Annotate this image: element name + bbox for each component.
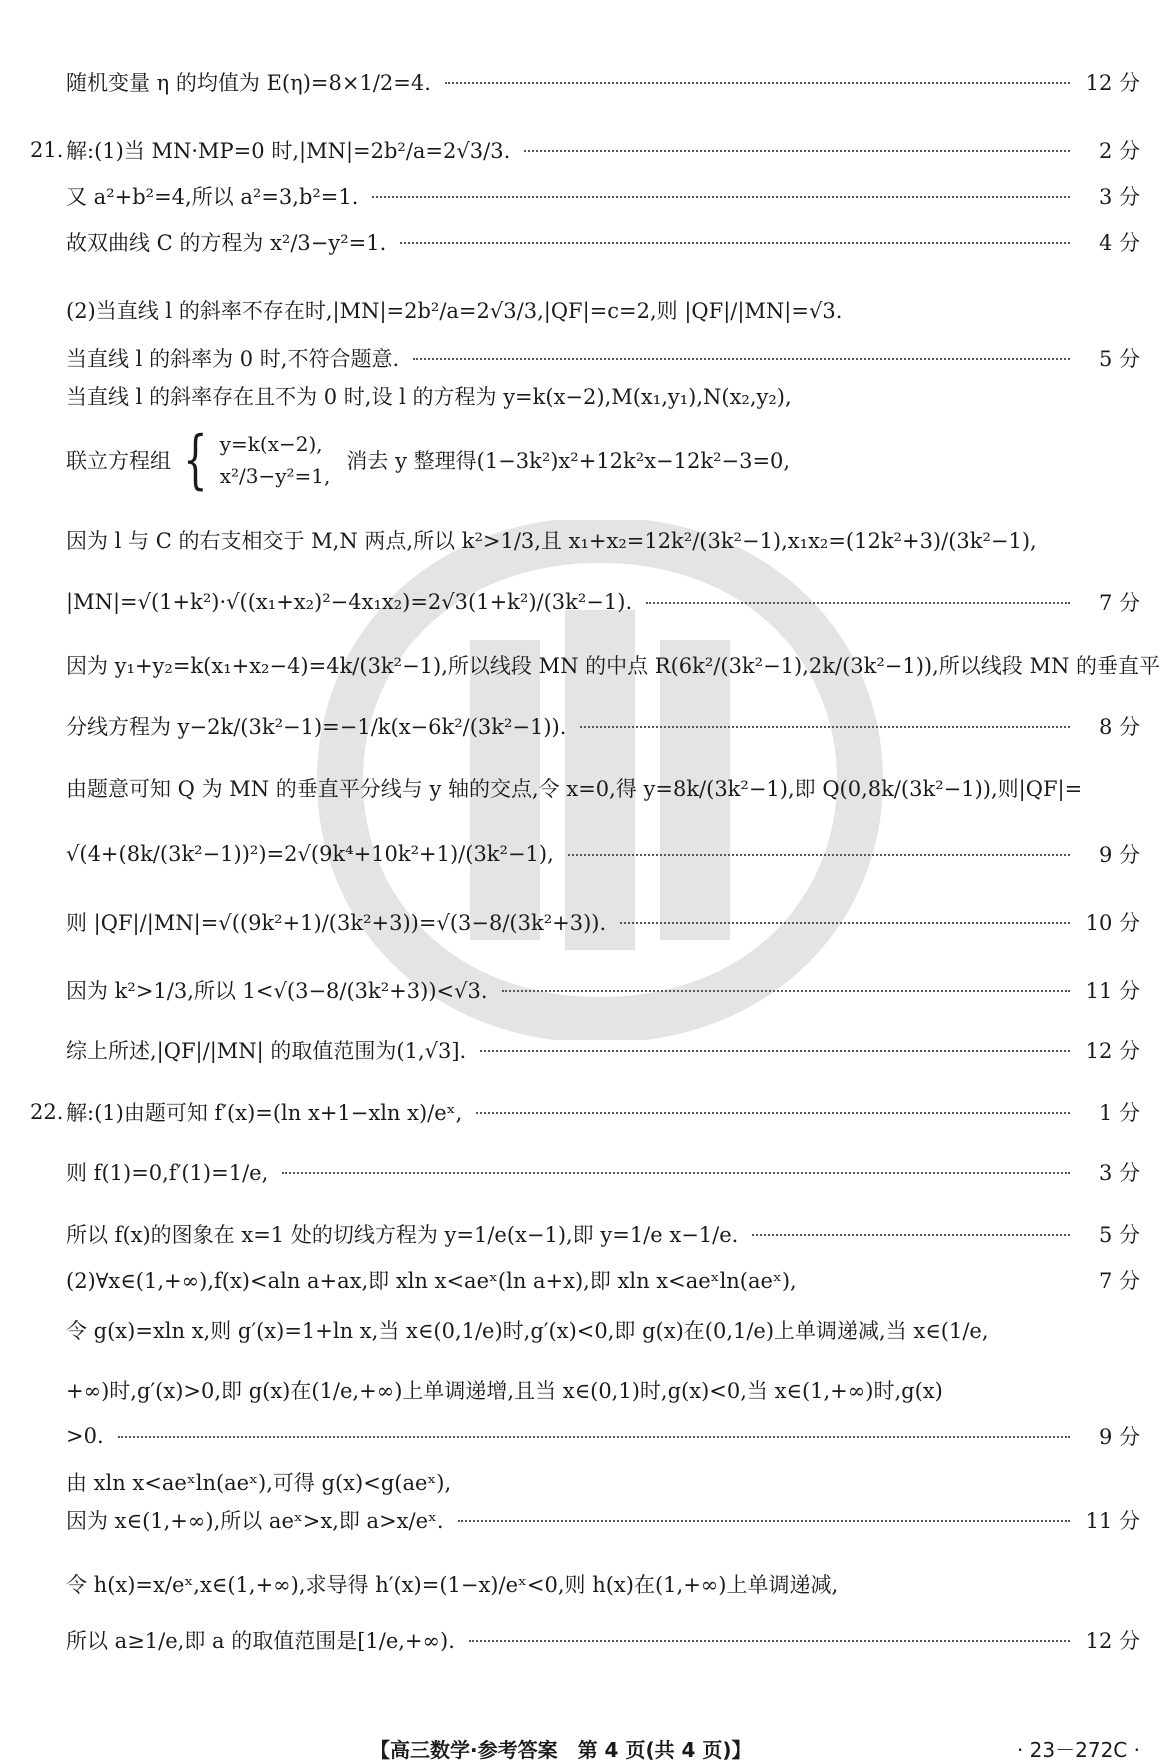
line-text: (2)当直线 l 的斜率不存在时,|MN|=2b²/a=2√3/3,|QF|=c=2,则 |QF|/|MN|=√3.	[66, 299, 843, 323]
score-label: 10 分	[1085, 911, 1140, 935]
line-text: >0.	[66, 1424, 104, 1448]
dot-leader	[620, 922, 1070, 924]
line-text: 又 a²+b²=4,所以 a²=3,b²=1.	[66, 185, 359, 209]
line-text: 令 g(x)=xln x,则 g′(x)=1+ln x,当 x∈(0,1/e)时,g′(x)<0,即 g(x)在(0,1/e)上单调递减,当 x∈(1/e,	[66, 1319, 989, 1343]
dot-leader	[445, 82, 1070, 84]
system-result: 消去 y 整理得(1−3k²)x²+12k²x−12k²−3=0,	[346, 449, 791, 473]
dot-leader	[372, 196, 1070, 198]
line-19	[0, 1152, 1170, 1192]
line-23	[0, 1370, 1170, 1410]
dot-leader	[580, 726, 1070, 728]
line-18	[0, 1092, 1170, 1132]
line-9	[0, 520, 1170, 560]
line-text: (2)∀x∈(1,+∞),f(x)<aln a+ax,即 xln x<aeˣ(ln a+x),即 xln x<aeˣln(aeˣ),	[66, 1269, 797, 1293]
line-24	[0, 1416, 1170, 1456]
score-label: 12 分	[1085, 71, 1140, 95]
line-11	[0, 645, 1170, 685]
line-5	[0, 290, 1170, 330]
line-12	[0, 706, 1170, 746]
line-16	[0, 970, 1170, 1010]
line-6	[0, 338, 1170, 378]
score-label: 7 分	[1098, 1269, 1140, 1293]
equation-system	[171, 423, 331, 497]
footer-title: 【高三数学·参考答案 第 4 页(共 4 页)】	[370, 1737, 752, 1762]
score-label: 9 分	[1098, 843, 1140, 867]
score-label: 4 分	[1098, 231, 1140, 255]
line-text: 因为 y₁+y₂=k(x₁+x₂−4)=4k/(3k²−1),所以线段 MN 的中点 R(6k²/(3k²−1),2k/(3k²−1)),所以线段 MN 的垂直平	[66, 654, 1161, 678]
line-10	[0, 582, 1170, 622]
dot-leader	[413, 358, 1070, 360]
line-text: 由 xln x<aeˣln(aeˣ),可得 g(x)<g(aeˣ),	[66, 1471, 452, 1495]
line-1	[0, 62, 1170, 102]
dot-leader	[502, 990, 1070, 992]
score-label: 3 分	[1098, 1161, 1140, 1185]
line-3	[0, 176, 1170, 216]
line-21	[0, 1260, 1170, 1300]
equation-1: y=k(x−2),	[219, 432, 323, 456]
line-text: +∞)时,g′(x)>0,即 g(x)在(1/e,+∞)上单调递增,且当 x∈(0,1)时,g(x)<0,当 x∈(1,+∞)时,g(x)	[66, 1379, 943, 1403]
score-label: 11 分	[1085, 979, 1140, 1003]
line-text: 则 |QF|/|MN|=√((9k²+1)/(3k²+3))=√(3−8/(3k²+3)).	[66, 911, 607, 935]
score-label: 2 分	[1098, 139, 1140, 163]
line-text: 因为 x∈(1,+∞),所以 aeˣ>x,即 a>x/eˣ.	[66, 1509, 444, 1533]
system-intro: 联立方程组	[66, 449, 171, 473]
line-13	[0, 768, 1170, 808]
dot-leader	[646, 602, 1070, 604]
line-text: |MN|=√(1+k²)·√((x₁+x₂)²−4x₁x₂)=2√3(1+k²)/(3k²−1).	[66, 590, 633, 614]
line-14	[0, 834, 1170, 874]
line-4	[0, 222, 1170, 262]
dot-leader	[458, 1520, 1070, 1522]
question-number: 22.	[30, 1100, 64, 1124]
line-8-system	[0, 418, 1170, 502]
score-label: 12 分	[1085, 1629, 1140, 1653]
dot-leader	[476, 1112, 1070, 1114]
system-block	[66, 423, 791, 497]
dot-leader	[524, 150, 1070, 152]
line-text: 解:(1)当 MN·MP=0 时,|MN|=2b²/a=2√3/3.	[66, 139, 511, 163]
score-label: 5 分	[1098, 347, 1140, 371]
line-2	[0, 130, 1170, 170]
dot-leader	[118, 1436, 1070, 1438]
line-text: 所以 a≥1/e,即 a 的取值范围是[1/e,+∞).	[66, 1629, 455, 1653]
equation-2: x²/3−y²=1,	[219, 464, 331, 488]
line-text: 故双曲线 C 的方程为 x²/3−y²=1.	[66, 231, 387, 255]
line-text: 由题意可知 Q 为 MN 的垂直平分线与 y 轴的交点,令 x=0,得 y=8k/(3k²−1),即 Q(0,8k/(3k²−1)),则|QF|=	[66, 777, 1083, 801]
dot-leader	[400, 242, 1070, 244]
line-text: 因为 l 与 C 的右支相交于 M,N 两点,所以 k²>1/3,且 x₁+x₂=12k²/(3k²−1),x₁x₂=(12k²+3)/(3k²−1),	[66, 529, 1037, 553]
line-text: 因为 k²>1/3,所以 1<√(3−8/(3k²+3))<√3.	[66, 979, 488, 1003]
page-footer	[0, 1737, 1170, 1762]
line-text: 分线方程为 y−2k/(3k²−1)=−1/k(x−6k²/(3k²−1)).	[66, 715, 567, 739]
line-20	[0, 1214, 1170, 1254]
line-7	[0, 376, 1170, 416]
left-brace-icon: {	[183, 423, 208, 497]
score-label: 5 分	[1098, 1223, 1140, 1247]
dot-leader	[752, 1234, 1070, 1236]
line-text: 当直线 l 的斜率为 0 时,不符合题意.	[66, 347, 400, 371]
score-label: 7 分	[1098, 591, 1140, 615]
equation-lines	[220, 428, 331, 492]
score-label: 9 分	[1098, 1425, 1140, 1449]
dot-leader	[480, 1050, 1070, 1052]
line-text: √(4+(8k/(3k²−1))²)=2√(9k⁴+10k²+1)/(3k²−1),	[66, 842, 554, 866]
line-text: 当直线 l 的斜率存在且不为 0 时,设 l 的方程为 y=k(x−2),M(x₁,y₁),N(x₂,y₂),	[66, 385, 792, 409]
line-text: 令 h(x)=x/eˣ,x∈(1,+∞),求导得 h′(x)=(1−x)/eˣ<0,则 h(x)在(1,+∞)上单调递减,	[66, 1573, 839, 1597]
line-17	[0, 1030, 1170, 1070]
line-text: 随机变量 η 的均值为 E(η)=8×1/2=4.	[66, 71, 431, 95]
dot-leader	[568, 854, 1070, 856]
score-label: 11 分	[1085, 1509, 1140, 1533]
line-text: 所以 f(x)的图象在 x=1 处的切线方程为 y=1/e(x−1),即 y=1/e x−1/e.	[66, 1223, 739, 1247]
footer-code: · 23－272C ·	[1016, 1737, 1140, 1762]
dot-leader	[469, 1640, 1070, 1642]
score-label: 3 分	[1098, 185, 1140, 209]
score-label: 8 分	[1098, 715, 1140, 739]
question-number: 21.	[30, 138, 64, 162]
line-25	[0, 1462, 1170, 1502]
line-text: 解:(1)由题可知 f′(x)=(ln x+1−xln x)/eˣ,	[66, 1101, 463, 1125]
line-22	[0, 1310, 1170, 1350]
line-28	[0, 1620, 1170, 1660]
line-26	[0, 1500, 1170, 1540]
line-27	[0, 1564, 1170, 1604]
score-label: 12 分	[1085, 1039, 1140, 1063]
line-text: 综上所述,|QF|/|MN| 的取值范围为(1,√3].	[66, 1039, 467, 1063]
dot-leader	[282, 1172, 1070, 1174]
line-15	[0, 902, 1170, 942]
line-text: 则 f(1)=0,f′(1)=1/e,	[66, 1161, 269, 1185]
score-label: 1 分	[1098, 1101, 1140, 1125]
